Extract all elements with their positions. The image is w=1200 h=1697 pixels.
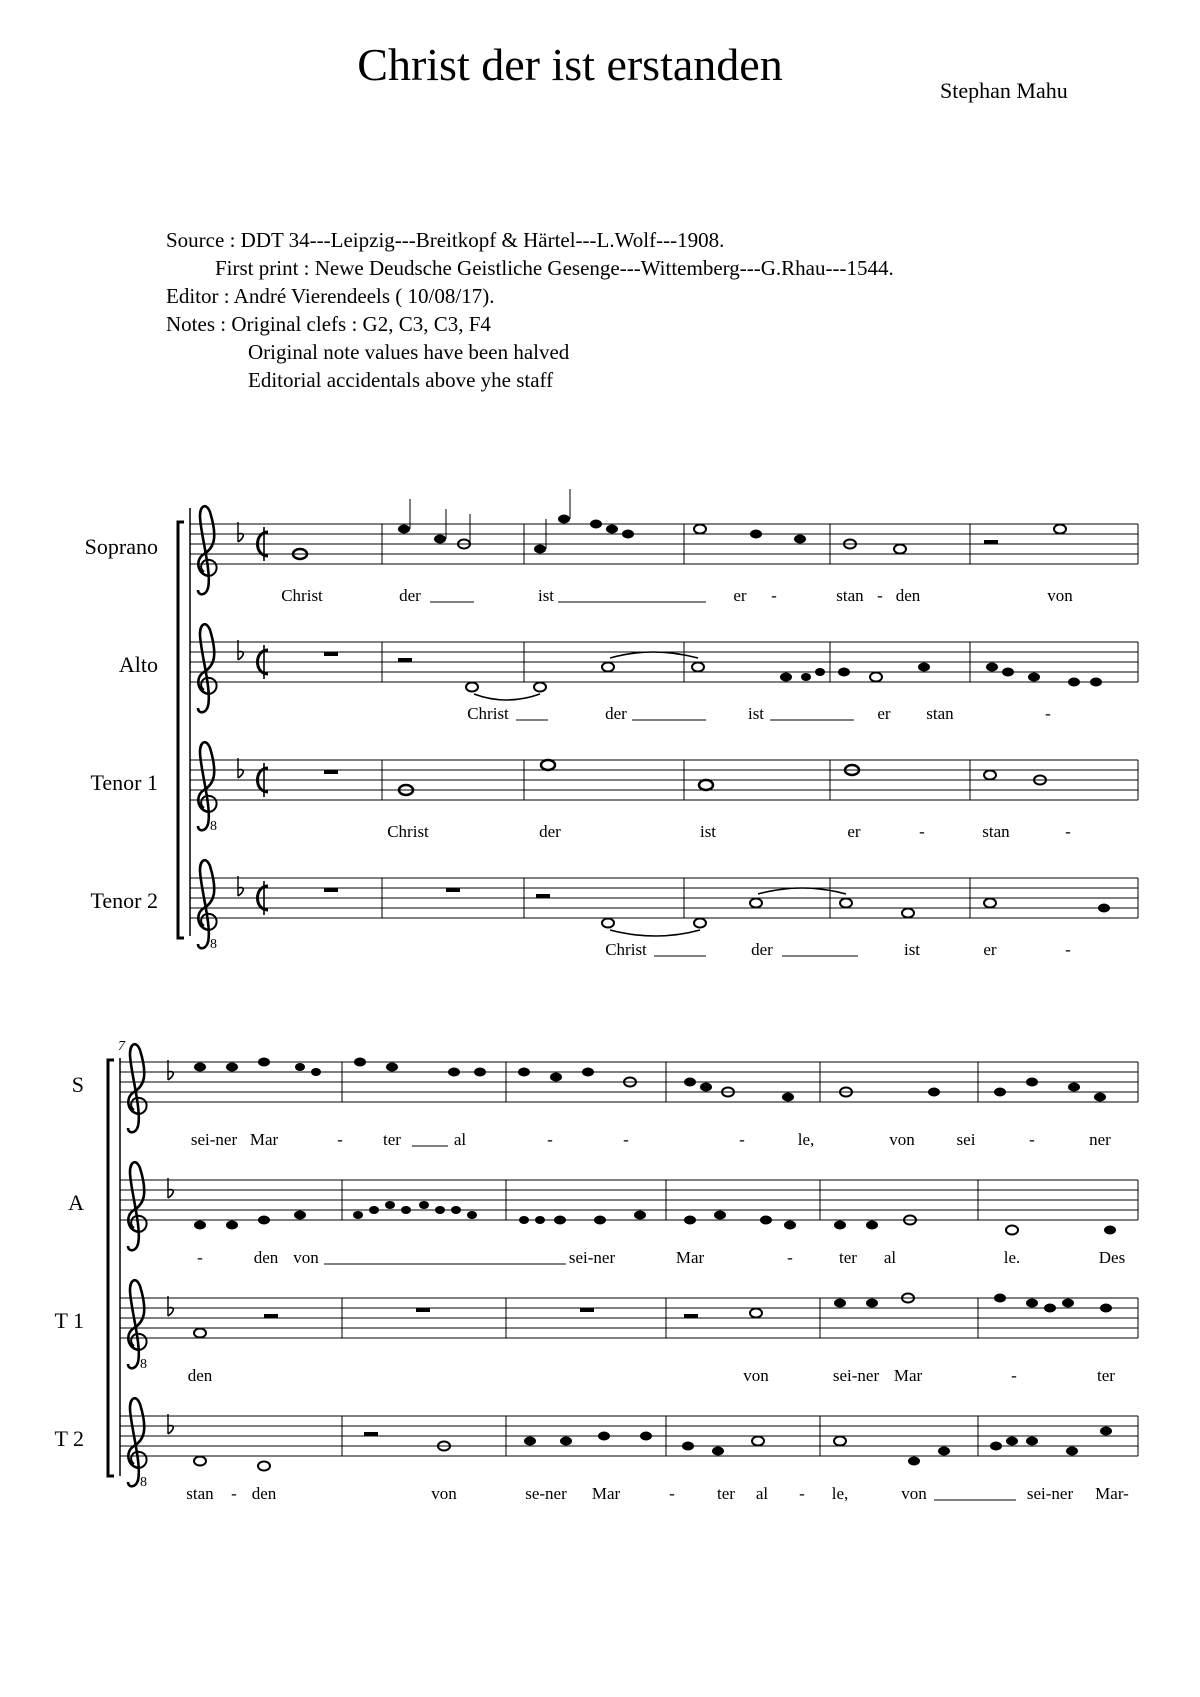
svg-text:den: den xyxy=(253,1248,279,1267)
svg-text:Mar: Mar xyxy=(591,1484,621,1503)
staff-tenor2-2 xyxy=(54,1398,1138,1503)
svg-text:-: - xyxy=(623,1130,629,1149)
tenor1-lyrics-2 xyxy=(188,1366,1116,1385)
svg-text:Christ: Christ xyxy=(605,940,647,959)
svg-text:-: - xyxy=(1011,1366,1017,1385)
svg-text:le.: le. xyxy=(1003,1248,1021,1267)
alto-notes xyxy=(324,652,1102,700)
staff-alto-2 xyxy=(68,1162,1138,1267)
svg-text:le,: le, xyxy=(797,1130,815,1149)
svg-text:ner: ner xyxy=(1089,1130,1111,1149)
svg-text:al: al xyxy=(755,1484,769,1503)
svg-text:den: den xyxy=(895,586,921,605)
system-1 xyxy=(85,489,1138,959)
note-values-line: Original note values have been halved xyxy=(248,340,570,364)
svg-text:ter: ter xyxy=(717,1484,735,1503)
tenor2-notes xyxy=(324,888,1110,936)
svg-text:ter: ter xyxy=(1097,1366,1115,1385)
tenor2-lyrics-2 xyxy=(186,1484,1129,1503)
svg-text:von: von xyxy=(1047,586,1073,605)
svg-text:Mar: Mar xyxy=(249,1130,279,1149)
svg-text:ist: ist xyxy=(903,940,921,959)
flat-key-icon xyxy=(168,1060,173,1080)
soprano-notes-2 xyxy=(194,1058,1106,1102)
svg-text:Christ: Christ xyxy=(281,586,323,605)
source-line: Source : DDT 34---Leipzig---Breitkopf & Härtel---L.Wolf---1908. xyxy=(166,228,725,252)
svg-text:-: - xyxy=(197,1248,203,1267)
treble-clef-icon xyxy=(128,1044,147,1132)
flat-key-icon xyxy=(238,758,243,778)
octave-mark: 8 xyxy=(140,1475,147,1490)
treble-clef-icon xyxy=(198,624,217,712)
voice-label-tenor2: Tenor 2 xyxy=(90,888,158,913)
treble-clef-icon xyxy=(198,742,217,830)
svg-text:sei-ner: sei-ner xyxy=(832,1366,880,1385)
svg-text:er: er xyxy=(733,586,747,605)
treble-clef-icon xyxy=(198,506,217,594)
flat-key-icon xyxy=(168,1414,173,1434)
edition-notes xyxy=(166,226,894,394)
svg-text:von: von xyxy=(293,1248,319,1267)
octave-mark: 8 xyxy=(140,1357,147,1372)
soprano-lyrics-1 xyxy=(281,586,1073,605)
voice-label-t2: T 2 xyxy=(54,1426,84,1451)
staff-alto-1 xyxy=(119,624,1138,723)
svg-text:stan: stan xyxy=(926,704,954,723)
svg-text:-: - xyxy=(919,822,925,841)
svg-text:Mar: Mar xyxy=(893,1366,923,1385)
svg-text:ter: ter xyxy=(839,1248,857,1267)
svg-text:-: - xyxy=(1029,1130,1035,1149)
tenor1-lyrics-1 xyxy=(387,822,1071,841)
staff-soprano-2 xyxy=(72,1044,1138,1149)
svg-text:von: von xyxy=(901,1484,927,1503)
svg-text:Des: Des xyxy=(1098,1248,1126,1267)
svg-text:Christ: Christ xyxy=(387,822,429,841)
alto-lyrics-2 xyxy=(197,1248,1125,1267)
svg-text:ist: ist xyxy=(747,704,765,723)
treble-clef-icon xyxy=(128,1280,147,1368)
svg-text:er: er xyxy=(983,940,997,959)
svg-text:-: - xyxy=(669,1484,675,1503)
svg-text:-: - xyxy=(771,586,777,605)
staff-tenor1-1 xyxy=(91,742,1139,841)
svg-text:al: al xyxy=(453,1130,467,1149)
svg-text:von: von xyxy=(889,1130,915,1149)
flat-key-icon xyxy=(168,1178,173,1198)
svg-text:stan: stan xyxy=(836,586,864,605)
svg-text:al: al xyxy=(883,1248,897,1267)
svg-text:-: - xyxy=(1065,940,1071,959)
svg-text:den: den xyxy=(187,1366,213,1385)
flat-key-icon xyxy=(238,640,243,660)
svg-text:-: - xyxy=(787,1248,793,1267)
tenor2-notes-2 xyxy=(194,1427,1112,1471)
editor-line: Editor : André Vierendeels ( 10/08/17). xyxy=(166,284,495,308)
svg-text:der: der xyxy=(605,704,627,723)
svg-text:von: von xyxy=(431,1484,457,1503)
svg-text:le,: le, xyxy=(831,1484,849,1503)
svg-text:Mar-: Mar- xyxy=(1095,1484,1129,1503)
composer-name: Stephan Mahu xyxy=(940,78,1068,103)
voice-label-t1: T 1 xyxy=(54,1308,84,1333)
svg-text:ter: ter xyxy=(383,1130,401,1149)
svg-text:stan: stan xyxy=(186,1484,214,1503)
svg-text:der: der xyxy=(399,586,421,605)
svg-text:der: der xyxy=(539,822,561,841)
svg-text:sei-ner: sei-ner xyxy=(1026,1484,1074,1503)
notes-line: Notes : Original clefs : G2, C3, C3, F4 xyxy=(166,312,491,336)
treble-clef-icon xyxy=(128,1162,147,1250)
flat-key-icon xyxy=(168,1296,173,1316)
staff-tenor2-1 xyxy=(91,860,1139,959)
editorial-line: Editorial accidentals above yhe staff xyxy=(248,368,554,392)
voice-label-soprano: Soprano xyxy=(84,534,158,559)
svg-text:ist: ist xyxy=(699,822,717,841)
system-2-bracket xyxy=(108,1060,114,1476)
svg-text:-: - xyxy=(799,1484,805,1503)
svg-text:se-ner: se-ner xyxy=(525,1484,567,1503)
tenor2-lyrics-1 xyxy=(605,940,1071,959)
svg-text:sei-ner: sei-ner xyxy=(568,1248,616,1267)
tenor1-notes-2 xyxy=(194,1294,1112,1338)
svg-text:-: - xyxy=(231,1484,237,1503)
score xyxy=(0,480,1200,1540)
svg-text:ist: ist xyxy=(537,586,555,605)
svg-text:-: - xyxy=(337,1130,343,1149)
voice-label-s: S xyxy=(71,1072,84,1097)
system-2 xyxy=(54,1039,1138,1503)
flat-key-icon xyxy=(238,876,243,896)
svg-text:-: - xyxy=(877,586,883,605)
piece-title: Christ der ist erstanden xyxy=(357,39,783,90)
svg-text:er: er xyxy=(847,822,861,841)
flat-key-icon xyxy=(238,522,243,542)
voice-label-a: A xyxy=(68,1190,84,1215)
staff-tenor1-2 xyxy=(54,1280,1138,1385)
svg-text:sei: sei xyxy=(956,1130,976,1149)
soprano-lyrics-2 xyxy=(191,1130,1111,1149)
svg-text:den: den xyxy=(251,1484,277,1503)
svg-text:stan: stan xyxy=(982,822,1010,841)
alto-lyrics-1 xyxy=(467,704,1051,723)
svg-text:von: von xyxy=(743,1366,769,1385)
first-print-line: First print : Newe Deudsche Geistliche Gesenge---Wittemberg---G.Rhau---1544. xyxy=(215,256,894,280)
svg-text:-: - xyxy=(1065,822,1071,841)
system-1-bracket xyxy=(178,522,184,938)
voice-label-tenor1: Tenor 1 xyxy=(90,770,158,795)
svg-text:Christ: Christ xyxy=(467,704,509,723)
svg-text:-: - xyxy=(739,1130,745,1149)
svg-text:Mar: Mar xyxy=(675,1248,705,1267)
svg-text:-: - xyxy=(1045,704,1051,723)
svg-text:der: der xyxy=(751,940,773,959)
voice-label-alto: Alto xyxy=(118,652,158,677)
svg-text:sei-ner: sei-ner xyxy=(190,1130,238,1149)
measure-number: 7 xyxy=(118,1039,125,1054)
treble-clef-icon xyxy=(128,1398,147,1486)
octave-mark: 8 xyxy=(210,937,217,952)
svg-text:-: - xyxy=(547,1130,553,1149)
staff-soprano-1 xyxy=(85,489,1138,605)
svg-text:er: er xyxy=(877,704,891,723)
treble-clef-icon xyxy=(198,860,217,948)
octave-mark: 8 xyxy=(210,819,217,834)
